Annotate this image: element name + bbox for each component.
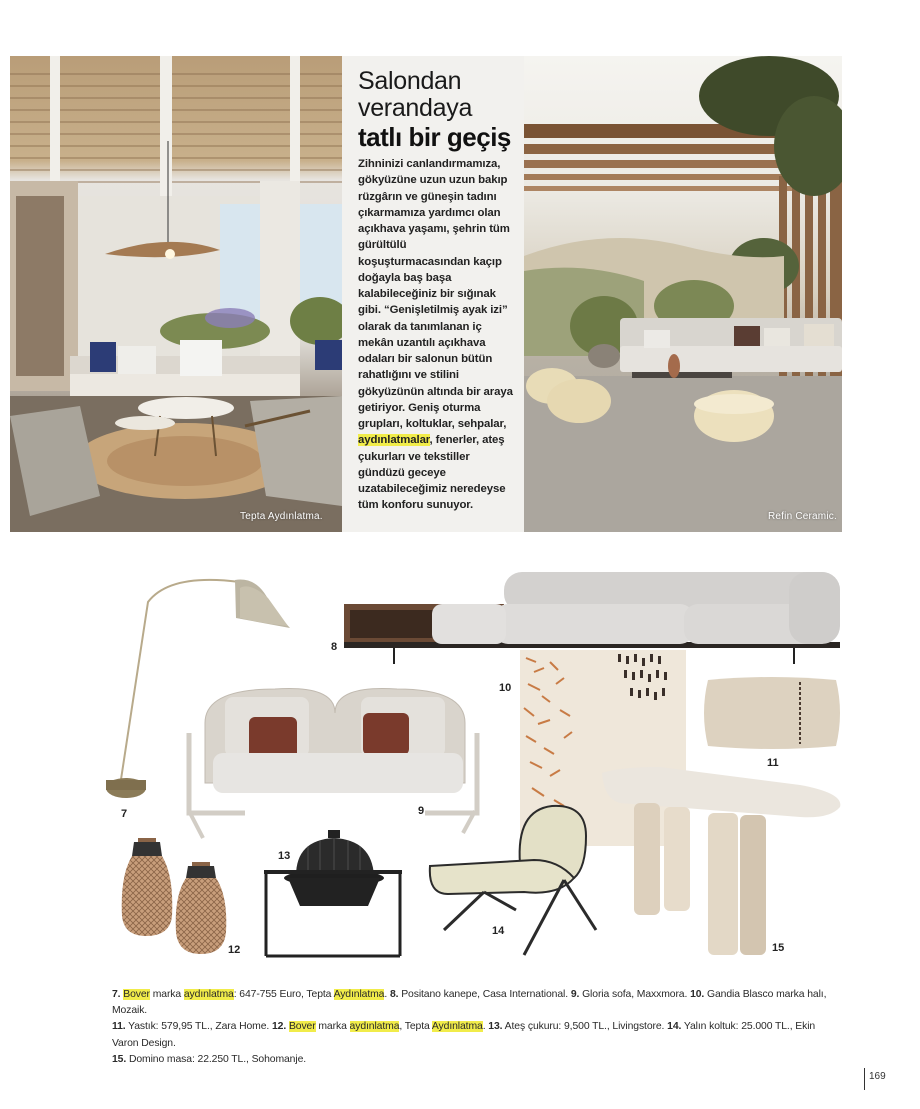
caption-12-lighting2: Aydınlatma: [431, 1021, 483, 1033]
article-body-highlight: aydınlatmalar: [358, 434, 430, 447]
caption-7-text-c: .: [384, 989, 388, 1000]
caption-14-text: Yalın koltuk: 25.000 TL., Ekin Varon Design.: [112, 1021, 816, 1049]
caption-12-number: 12.: [271, 1021, 287, 1033]
caption-7-number: 7.: [112, 989, 121, 1000]
product-captions: [112, 987, 832, 1068]
caption-7-text-a: marka: [149, 989, 184, 1000]
page-number: 169: [869, 1071, 886, 1082]
product-number-11: 11: [767, 757, 779, 769]
caption-7-lighting2: Aydınlatma: [333, 989, 385, 1000]
caption-10-number: 10.: [690, 989, 705, 1000]
caption-13-number: 13.: [488, 1021, 503, 1033]
terrace-illustration: [524, 56, 842, 532]
article-body-part2: , fenerler, ateş çukurları ve tekstiller gündüzü geceye uzatabileceğimiz neredeyse tüm konforu sunuyor.: [358, 434, 506, 512]
product-13-fire-pit: [258, 826, 408, 960]
caption-14-number: 14.: [667, 1021, 682, 1033]
caption-9-number: 9.: [570, 989, 580, 1000]
product-number-10: 10: [499, 682, 512, 694]
page-number-rule: [864, 1068, 865, 1090]
article-body: [358, 156, 516, 514]
veranda-illustration: [10, 56, 342, 532]
product-number-12: 12: [228, 944, 241, 956]
caption-8-text: Positano kanepe, Casa International.: [398, 989, 569, 1000]
caption-12-brand: Bover: [288, 1021, 316, 1033]
caption-12-lighting: aydınlatma: [349, 1021, 400, 1033]
caption-11-text: Yastık: 579,95 TL., Zara Home.: [125, 1021, 270, 1033]
product-11-cushion: [700, 674, 844, 752]
product-number-13: 13: [278, 850, 291, 862]
caption-8-number: 8.: [389, 989, 399, 1000]
product-12-lanterns: [118, 836, 230, 958]
article-body-part1: Zihninizi canlandırmamıza, gökyüzüne uzun uzun bakıp rüzgârın ve güneşin tadını çıkarmamıza yardımcı olan açıkhava yaşamı, şehrin tüm gürültülü koşuşturmacasından kaçıp doğayla baş başa kalabileceğiniz bir sığınak gibi. “Genişletilmiş ayak izi” olarak da tanımlanan iç mekân uzantılı açıkhava odaları bir salonun bütün rahatlığını ve stilini gökyüzünün altında bir araya getiriyor. Geniş oturma grupları, koltuklar, sehpalar,: [358, 158, 513, 430]
product-number-8: 8: [331, 641, 338, 653]
article-heading-line2: verandaya: [358, 94, 473, 122]
caption-7-text-b: : 647-755 Euro, Tepta: [233, 989, 334, 1000]
caption-15-text: Domino masa: 22.250 TL., Sohomanje.: [126, 1053, 307, 1065]
product-number-14: 14: [492, 925, 505, 937]
caption-11-number: 11.: [112, 1021, 126, 1033]
article-heading-bold: tatlı bir geçiş: [358, 122, 511, 152]
product-15-table: [600, 767, 844, 959]
product-number-9: 9: [418, 805, 425, 817]
product-number-15: 15: [772, 942, 785, 954]
product-number-7: 7: [121, 808, 128, 820]
caption-15-number: 15.: [112, 1053, 127, 1065]
article-heading-line1: Salondan: [358, 67, 462, 95]
veranda-photo-right: [524, 56, 842, 532]
caption-12-text-a: marka: [315, 1021, 350, 1033]
left-photo-credit: Tepta Aydınlatma.: [240, 511, 323, 522]
veranda-photo-left: [10, 56, 342, 532]
caption-12-text-c: .: [482, 1021, 486, 1033]
caption-7-brand: Bover: [123, 989, 150, 1000]
caption-10-text: Gandia Blasco marka halı, Mozaik.: [112, 989, 827, 1017]
caption-12-text-b: , Tepta: [399, 1021, 432, 1033]
caption-9-text: Gloria sofa, Maxxmora.: [579, 989, 688, 1000]
product-14-lounge-chair: [424, 800, 610, 960]
caption-7-lighting: aydınlatma: [183, 989, 234, 1000]
caption-13-text: Ateş çukuru: 9,500 TL., Livingstore.: [502, 1021, 665, 1033]
right-photo-credit: Refin Ceramic.: [768, 511, 837, 522]
article-text-panel: [342, 56, 524, 532]
